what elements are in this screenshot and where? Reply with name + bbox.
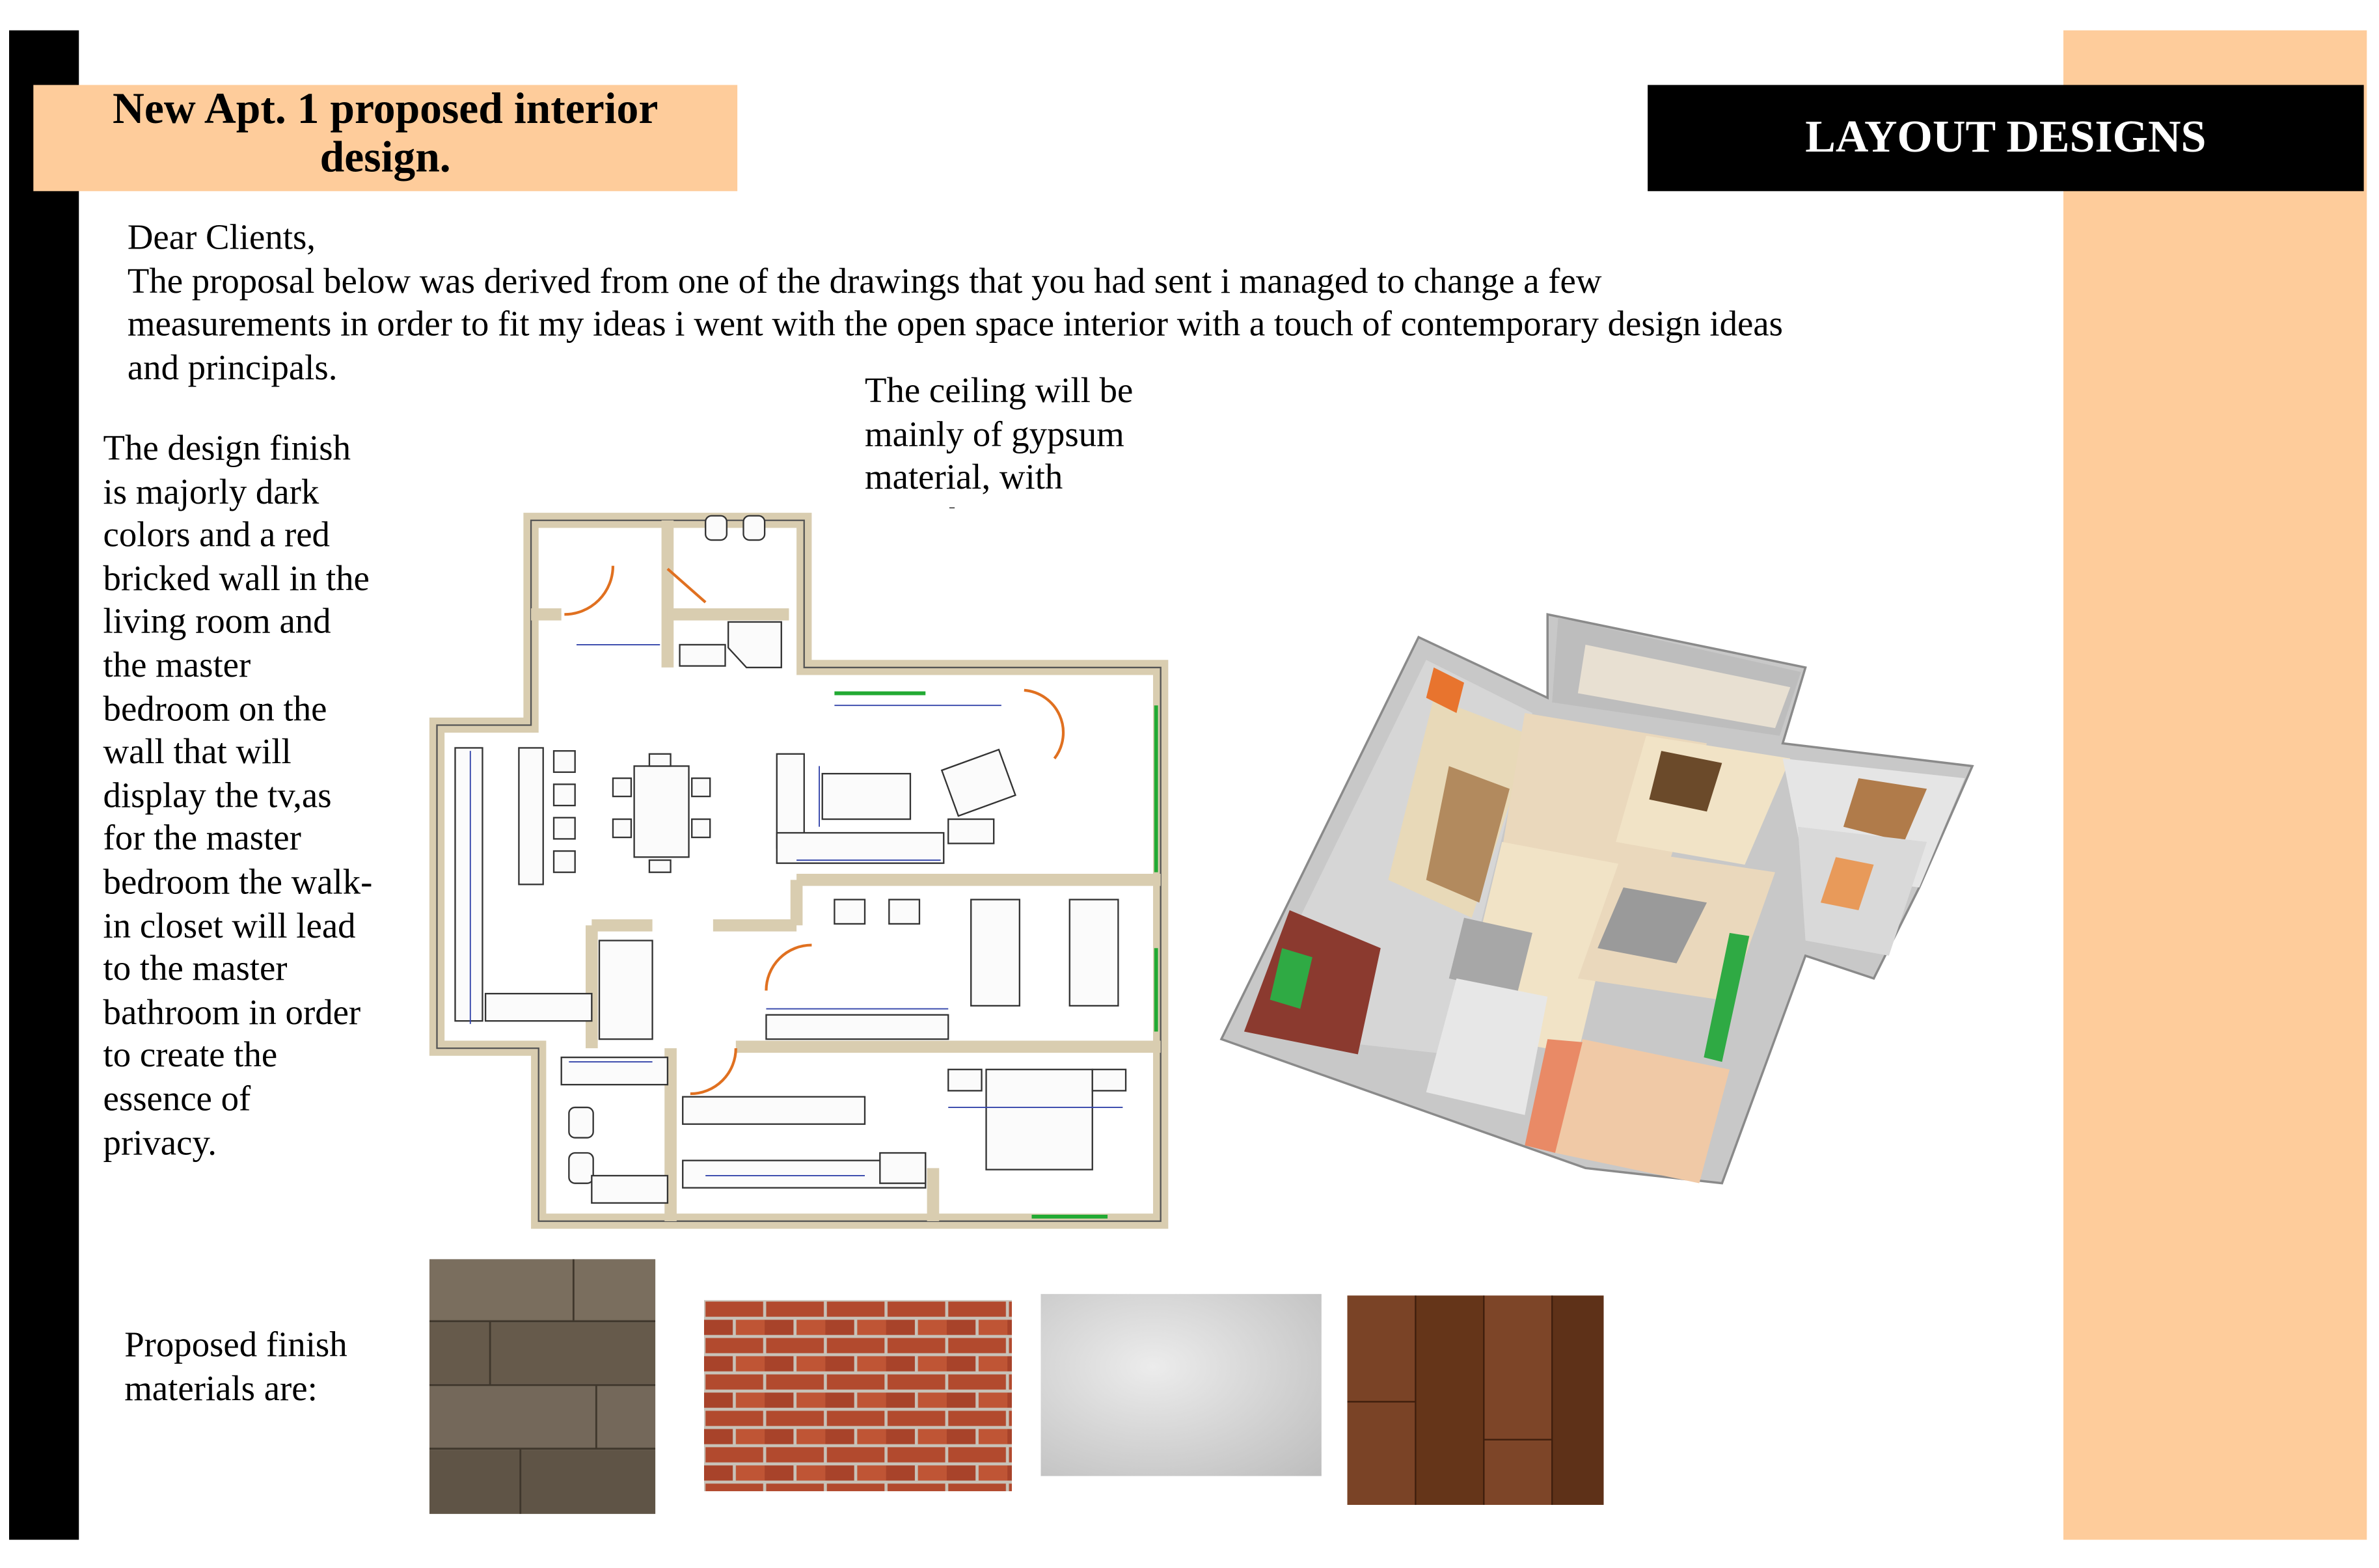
design-finish-line: is majorly dark (103, 472, 319, 513)
mahogany-veneer-swatch (1347, 1295, 1603, 1505)
design-finish-line: privacy. (103, 1123, 217, 1163)
design-finish-line: for the master (103, 819, 301, 859)
intro-line: The proposal below was derived from one of the drawings that you had sent i managed to change a few (127, 262, 1602, 302)
design-finish-line: colors and a red (103, 516, 330, 556)
design-finish-line: The design finish (103, 429, 351, 469)
design-finish-line: bedroom on the (103, 689, 327, 729)
design-finish-line: living room and (103, 602, 331, 643)
design-finish-line: in closet will lead (103, 906, 356, 946)
materials-label-line: Proposed finish (124, 1325, 347, 1366)
right-accent-band (2063, 31, 2367, 1540)
intro-paragraph (128, 217, 2054, 390)
design-finish-line: to the master (103, 949, 288, 990)
section-header (1648, 85, 2364, 191)
design-finish-line: display the tv,as (103, 776, 332, 816)
materials-label-line: materials are: (124, 1369, 318, 1409)
design-finish-line: essence of (103, 1079, 251, 1120)
wood-plank-swatch (429, 1259, 655, 1514)
isometric-3d-rendering (1206, 599, 1980, 1198)
intro-line: Dear Clients, (127, 218, 316, 258)
left-black-bar (9, 31, 79, 1540)
ceiling-line: mainly of gypsum (865, 414, 1124, 455)
intro-line: and principals. (127, 348, 338, 388)
page-title (33, 85, 737, 191)
page-title-line-1: New Apt. 1 proposed interior (113, 85, 659, 134)
section-header-label: LAYOUT DESIGNS (1805, 112, 2207, 163)
materials-label (124, 1324, 413, 1411)
intro-line: measurements in order to fit my ideas i went with the open space interior with a touch of contemporary design ideas (127, 305, 1783, 345)
design-finish-line: bricked wall in the (103, 559, 370, 599)
design-finish-line: wall that will (103, 733, 292, 773)
ceiling-line: material, with (865, 458, 1063, 498)
page-title-line-2: design. (319, 133, 451, 182)
design-finish-line: to create the (103, 1036, 278, 1076)
design-finish-text (103, 428, 415, 1165)
red-brick-swatch (704, 1300, 1012, 1491)
design-finish-line: bedroom the walk- (103, 863, 373, 903)
design-finish-line: the master (103, 646, 251, 686)
design-finish-line: bathroom in order (103, 993, 361, 1033)
floor-plan-drawing (425, 508, 1176, 1236)
gray-plaster-swatch (1040, 1294, 1321, 1476)
ceiling-line: The ceiling will be (865, 372, 1134, 411)
